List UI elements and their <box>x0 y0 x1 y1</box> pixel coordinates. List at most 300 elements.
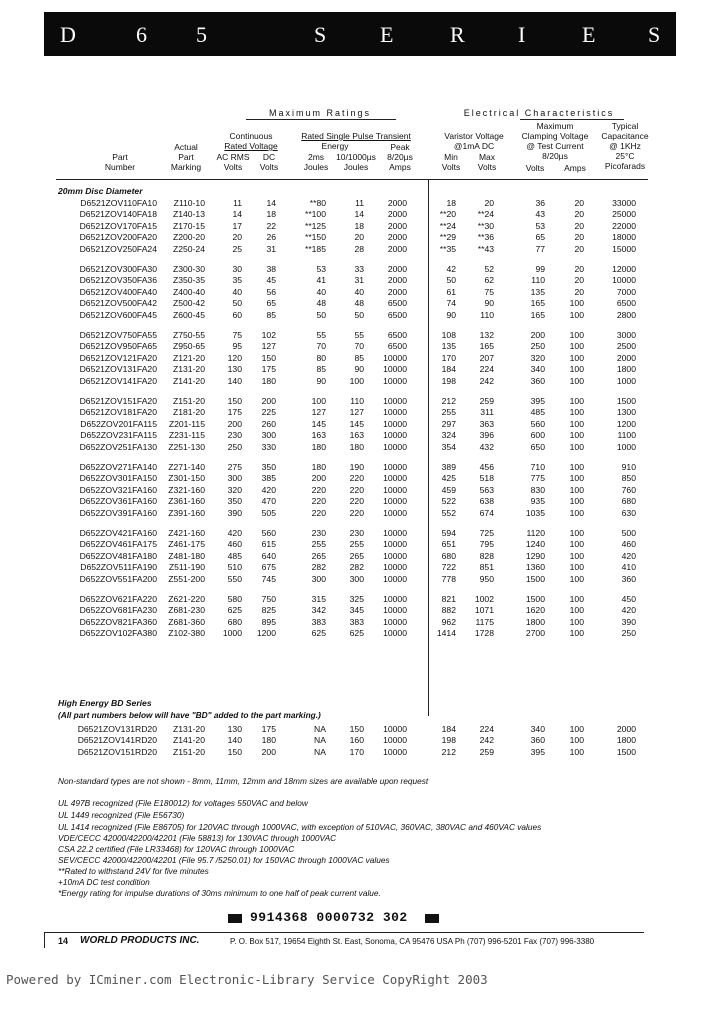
table-cell: 220 <box>349 484 364 495</box>
table-cell: D6521ZOV750FA55 <box>79 330 157 340</box>
table-cell: 282 <box>349 562 364 573</box>
table-cell: 230 <box>227 430 242 441</box>
header-clamp-amps: Amps <box>564 163 586 173</box>
table-cell: Z141-20 <box>172 735 205 746</box>
table-cell: **150 <box>304 232 326 243</box>
footnote: UL 1449 recognized (File E56730) <box>58 810 185 820</box>
table-cell: Z551-200 <box>168 573 205 584</box>
table-cell: 325 <box>349 594 364 604</box>
table-row <box>0 462 720 473</box>
banner-letter: D <box>60 22 76 47</box>
table-row <box>0 198 720 209</box>
table-cell: D652ZOV461FA175 <box>79 539 157 550</box>
table-cell: 255 <box>349 539 364 550</box>
table-cell: 140 <box>227 735 242 746</box>
table-cell: 1620 <box>525 605 545 616</box>
table-cell: 100 <box>569 352 584 363</box>
table-cell: 950 <box>479 573 494 584</box>
table-cell: 100 <box>569 309 584 320</box>
table-cell: 882 <box>441 605 456 616</box>
table-cell: 6500 <box>387 330 407 340</box>
table-cell: 20 <box>484 198 494 208</box>
footnote: +10mA DC test condition <box>58 877 150 887</box>
table-cell: D6521ZOV131FA20 <box>79 364 157 375</box>
table-cell: 1728 <box>474 628 494 639</box>
table-cell: NA <box>314 724 326 734</box>
table-cell: 22 <box>266 220 276 231</box>
table-cell: 395 <box>530 746 545 757</box>
header-continuous: Continuous <box>229 131 273 141</box>
table-cell: 2000 <box>616 724 636 734</box>
table-cell: Z151-20 <box>172 746 205 757</box>
table-cell: Z321-160 <box>168 484 205 495</box>
table-row <box>0 562 720 573</box>
table-cell: 18000 <box>612 232 636 243</box>
table-cell: 395 <box>530 396 545 406</box>
table-cell: 10000 <box>383 473 407 484</box>
table-cell: 1000 <box>616 375 636 386</box>
table-cell: Z750-55 <box>172 330 205 340</box>
table-cell: D652ZOV551FA200 <box>79 573 157 584</box>
table-cell: 315 <box>311 594 326 604</box>
electrical-characteristics-heading: Electrical Characteristics <box>463 108 615 118</box>
table-cell: 31 <box>266 243 276 254</box>
table-cell: 14 <box>354 209 364 220</box>
table-cell: 100 <box>569 418 584 429</box>
table-cell: Z131-20 <box>172 364 205 375</box>
table-cell: 282 <box>311 562 326 573</box>
table-row <box>0 232 720 243</box>
table-cell: Z251-130 <box>168 441 205 452</box>
table-cell: 31 <box>354 275 364 286</box>
table-cell: 6500 <box>387 298 407 309</box>
barcode-number: 9914368 0000732 302 <box>250 910 408 925</box>
table-cell: 100 <box>569 364 584 375</box>
table-cell: 650 <box>530 441 545 452</box>
table-cell: 630 <box>621 507 636 518</box>
table-cell: 230 <box>311 528 326 538</box>
table-cell: 20 <box>574 264 584 274</box>
table-cell: 10000 <box>383 562 407 573</box>
table-cell: Z102-380 <box>168 628 205 639</box>
table-cell: 2800 <box>616 309 636 320</box>
table-cell: 1000 <box>616 441 636 452</box>
table-row <box>0 310 720 321</box>
table-cell: 130 <box>227 364 242 375</box>
table-cell: 198 <box>441 735 456 746</box>
table-cell: Z350-35 <box>172 275 205 286</box>
table-cell: 410 <box>621 562 636 573</box>
table-cell: 320 <box>530 352 545 363</box>
table-cell: D6521ZOV110FA10 <box>80 198 157 208</box>
table-cell: **35 <box>439 243 456 254</box>
table-cell: 1500 <box>616 746 636 757</box>
table-cell: 895 <box>261 616 276 627</box>
barcode-mark-left <box>228 914 242 923</box>
series-banner <box>44 12 676 56</box>
table-cell: 563 <box>479 484 494 495</box>
table-cell: 2000 <box>616 352 636 363</box>
table-cell: 150 <box>349 724 364 734</box>
table-cell: D6521ZOV600FA45 <box>79 309 157 320</box>
table-cell: D652ZOV391FA160 <box>79 507 157 518</box>
table-cell: 52 <box>484 264 494 274</box>
table-cell: 15000 <box>612 243 636 254</box>
table-cell: 625 <box>349 628 364 639</box>
table-cell: 485 <box>227 550 242 561</box>
section-title-20mm: 20mm Disc Diameter <box>58 186 143 196</box>
table-cell: 65 <box>535 232 545 243</box>
table-cell: Z231-115 <box>168 430 205 441</box>
footnote: *Energy rating for impulse durations of 30ms minimum to one half of peak current value. <box>58 888 381 898</box>
table-cell: 170 <box>441 352 456 363</box>
table-cell: 821 <box>441 594 456 604</box>
table-cell: 560 <box>530 418 545 429</box>
banner-letter: 5 <box>196 22 207 47</box>
table-row <box>0 551 720 562</box>
table-cell: 100 <box>569 528 584 538</box>
table-cell: 100 <box>569 573 584 584</box>
table-cell: 190 <box>349 462 364 472</box>
table-cell: 638 <box>479 496 494 507</box>
banner-letter: S <box>314 22 327 47</box>
table-cell: 220 <box>311 496 326 507</box>
table-cell: 160 <box>349 735 364 746</box>
banner-letter: R <box>450 22 465 47</box>
table-cell: 90 <box>484 298 494 309</box>
table-cell: 390 <box>227 507 242 518</box>
table-cell: 198 <box>441 375 456 386</box>
header-peak: Peak 8/20µs Amps <box>387 142 413 172</box>
table-cell: 910 <box>621 462 636 472</box>
table-cell: 110 <box>531 275 545 286</box>
table-row <box>0 605 720 616</box>
table-cell: 100 <box>569 746 584 757</box>
table-cell: 50 <box>316 309 326 320</box>
table-cell: 390 <box>621 616 636 627</box>
table-cell: 680 <box>441 550 456 561</box>
table-cell: 651 <box>441 539 456 550</box>
table-cell: 1035 <box>525 507 545 518</box>
table-cell: 163 <box>349 430 364 441</box>
footnote: **Rated to withstand 24V for five minutes <box>58 866 209 876</box>
table-cell: 432 <box>479 441 494 452</box>
table-cell: D652ZOV301FA150 <box>79 473 157 484</box>
table-cell: Z600-45 <box>172 309 205 320</box>
table-cell: 145 <box>349 418 364 429</box>
footer-rule-tick <box>44 932 45 948</box>
table-cell: 10000 <box>612 275 636 286</box>
table-cell: Z151-20 <box>172 396 205 406</box>
table-cell: 33 <box>354 264 364 274</box>
table-cell: 1800 <box>525 616 545 627</box>
table-cell: 259 <box>479 396 494 406</box>
table-row <box>0 221 720 232</box>
table-cell: 259 <box>479 746 494 757</box>
table-cell: **36 <box>477 232 494 243</box>
table-cell: 11 <box>233 198 242 208</box>
table-cell: 505 <box>261 507 276 518</box>
barcode-mark-right <box>425 914 439 923</box>
table-cell: Z181-20 <box>172 407 205 418</box>
table-cell: 100 <box>569 616 584 627</box>
table-cell: 10000 <box>383 484 407 495</box>
table-cell: 108 <box>441 330 456 340</box>
table-cell: 2000 <box>387 264 407 274</box>
table-cell: D652ZOV511FA190 <box>80 562 157 573</box>
table-cell: **24 <box>477 209 494 220</box>
table-cell: 100 <box>569 375 584 386</box>
table-cell: D6521ZOV500FA42 <box>79 298 157 309</box>
table-cell: 20 <box>574 209 584 220</box>
table-cell: Z121-20 <box>172 352 205 363</box>
table-cell: 2000 <box>387 275 407 286</box>
table-cell: 100 <box>569 396 584 406</box>
table-cell: 48 <box>316 298 326 309</box>
table-cell: 2000 <box>387 286 407 297</box>
table-cell: 30 <box>232 264 242 274</box>
table-cell: Z481-180 <box>168 550 205 561</box>
table-cell: 510 <box>227 562 242 573</box>
table-cell: Z461-175 <box>168 539 205 550</box>
watermark-text: Powered by ICminer.com Electronic-Library Service CopyRight 2003 <box>6 972 488 987</box>
table-cell: 65 <box>266 298 276 309</box>
table-cell: 35 <box>232 275 242 286</box>
table-cell: D6521ZOV350FA36 <box>79 275 157 286</box>
table-cell: 340 <box>530 724 545 734</box>
table-cell: 127 <box>349 407 364 418</box>
table-cell: 53 <box>316 264 326 274</box>
header-10-1000: 10/1000µs Joules <box>336 152 376 172</box>
table-cell: 745 <box>261 573 276 584</box>
table-cell: D652ZOV481FA180 <box>79 550 157 561</box>
header-actual-marking: Actual Part Marking <box>170 142 202 172</box>
table-cell: 40 <box>316 286 326 297</box>
table-cell: 75 <box>484 286 494 297</box>
table-cell: 275 <box>227 462 242 472</box>
table-cell: 17 <box>232 220 242 231</box>
table-cell: 212 <box>441 746 456 757</box>
table-cell: 2000 <box>387 243 407 254</box>
table-cell: D6521ZOV400FA40 <box>79 286 157 297</box>
table-cell: 396 <box>479 430 494 441</box>
table-row <box>0 330 720 341</box>
table-cell: D652ZOV102FA380 <box>79 628 157 639</box>
table-cell: 320 <box>227 484 242 495</box>
table-cell: 7000 <box>616 286 636 297</box>
table-cell: 775 <box>530 473 545 484</box>
table-cell: 150 <box>227 746 242 757</box>
table-cell: 224 <box>479 364 494 375</box>
table-cell: 300 <box>227 473 242 484</box>
table-cell: 10000 <box>383 573 407 584</box>
table-cell: 383 <box>311 616 326 627</box>
table-cell: 100 <box>569 484 584 495</box>
table-cell: 354 <box>441 441 456 452</box>
table-cell: 265 <box>311 550 326 561</box>
table-cell: 100 <box>569 407 584 418</box>
table-cell: 100 <box>569 441 584 452</box>
table-cell: 518 <box>479 473 494 484</box>
table-cell: 10000 <box>383 418 407 429</box>
table-cell: 180 <box>261 375 276 386</box>
table-cell: 220 <box>311 507 326 518</box>
table-cell: 830 <box>530 484 545 495</box>
table-cell: 184 <box>441 724 456 734</box>
table-cell: 135 <box>530 286 545 297</box>
table-cell: 750 <box>261 594 276 604</box>
table-cell: 45 <box>266 275 276 286</box>
table-cell: 242 <box>479 375 494 386</box>
table-cell: 200 <box>261 746 276 757</box>
table-cell: 560 <box>261 528 276 538</box>
table-cell: 127 <box>261 341 276 352</box>
table-cell: D652ZOV621FA220 <box>79 594 157 604</box>
table-cell: 100 <box>569 550 584 561</box>
table-cell: 40 <box>354 286 364 297</box>
table-cell: 680 <box>621 496 636 507</box>
table-cell: 250 <box>530 341 545 352</box>
banner-letter: S <box>648 22 661 47</box>
footnote: UL 497B recognized (File E180012) for voltages 550VAC and below <box>58 798 308 808</box>
table-cell: 674 <box>479 507 494 518</box>
table-cell: Z391-160 <box>168 507 205 518</box>
table-cell: 95 <box>232 341 242 352</box>
table-cell: 470 <box>261 496 276 507</box>
table-cell: D652ZOV421FA160 <box>79 528 157 538</box>
table-row <box>0 341 720 352</box>
table-cell: 456 <box>479 462 494 472</box>
table-cell: 175 <box>261 364 276 375</box>
table-cell: 1290 <box>525 550 545 561</box>
table-cell: 2000 <box>387 198 407 208</box>
table-cell: 90 <box>354 364 364 375</box>
table-cell: 363 <box>479 418 494 429</box>
table-cell: 580 <box>227 594 242 604</box>
table-cell: **29 <box>439 232 456 243</box>
table-cell: Z200-20 <box>172 232 205 243</box>
table-cell: 48 <box>354 298 364 309</box>
table-cell: 100 <box>569 628 584 639</box>
table-cell: Z301-150 <box>168 473 205 484</box>
table-cell: 90 <box>316 375 326 386</box>
table-cell: 75 <box>232 330 242 340</box>
table-cell: 10000 <box>383 507 407 518</box>
table-cell: 220 <box>311 484 326 495</box>
table-cell: **30 <box>477 220 494 231</box>
table-cell: 795 <box>479 539 494 550</box>
table-cell: 2000 <box>387 220 407 231</box>
table-cell: 28 <box>354 243 364 254</box>
table-cell: 12000 <box>612 264 636 274</box>
table-cell: 99 <box>535 264 545 274</box>
company-name: WORLD PRODUCTS INC. <box>80 935 200 946</box>
table-cell: Z511-190 <box>168 562 205 573</box>
table-row <box>0 735 720 746</box>
table-cell: Z141-20 <box>172 375 205 386</box>
header-v-max: Max Volts <box>477 152 497 172</box>
table-cell: 10000 <box>383 430 407 441</box>
table-cell: 460 <box>227 539 242 550</box>
table-cell: 625 <box>311 628 326 639</box>
table-row <box>0 396 720 407</box>
table-cell: 14 <box>232 209 242 220</box>
table-cell: 255 <box>441 407 456 418</box>
table-cell: 2000 <box>387 232 407 243</box>
table-cell: 10000 <box>383 605 407 616</box>
heading-rule <box>520 119 624 120</box>
header-varistor-voltage: Varistor Voltage @1mA DC <box>444 131 504 151</box>
table-cell: Z201-115 <box>168 418 205 429</box>
table-cell: 165 <box>530 298 545 309</box>
table-cell: 10000 <box>383 441 407 452</box>
table-cell: 200 <box>227 418 242 429</box>
table-cell: 110 <box>350 396 364 406</box>
page-number: 14 <box>58 936 69 946</box>
table-cell: 85 <box>316 364 326 375</box>
table-cell: 1800 <box>616 364 636 375</box>
table-cell: D652ZOV321FA160 <box>79 484 157 495</box>
table-cell: 1500 <box>616 396 636 406</box>
table-cell: 1100 <box>617 430 636 441</box>
table-cell: D652ZOV231FA115 <box>80 430 157 441</box>
table-cell: 10000 <box>383 628 407 639</box>
table-cell: 420 <box>621 605 636 616</box>
table-cell: 10000 <box>383 496 407 507</box>
table-cell: 2500 <box>616 341 636 352</box>
table-cell: 127 <box>311 407 326 418</box>
table-cell: 10000 <box>383 407 407 418</box>
table-cell: **43 <box>477 243 494 254</box>
table-cell: 175 <box>227 407 242 418</box>
table-cell: 778 <box>441 573 456 584</box>
table-cell: 50 <box>232 298 242 309</box>
table-cell: Z950-65 <box>172 341 205 352</box>
table-row <box>0 353 720 364</box>
table-cell: 180 <box>311 462 326 472</box>
table-cell: 300 <box>261 430 276 441</box>
table-cell: 851 <box>479 562 494 573</box>
table-row <box>0 244 720 255</box>
table-cell: 18 <box>446 198 456 208</box>
table-cell: 1360 <box>525 562 545 573</box>
table-cell: 74 <box>446 298 456 309</box>
table-cell: 200 <box>311 473 326 484</box>
table-cell: 20 <box>574 198 584 208</box>
table-cell: 70 <box>354 341 364 352</box>
table-cell: 43 <box>535 209 545 220</box>
table-cell: 10000 <box>383 735 407 746</box>
table-cell: 22000 <box>612 220 636 231</box>
table-cell: Z140-13 <box>172 209 205 220</box>
table-cell: 132 <box>479 330 494 340</box>
table-cell: 522 <box>441 496 456 507</box>
table-cell: 20 <box>574 220 584 231</box>
table-cell: 20 <box>574 275 584 286</box>
table-cell: 450 <box>621 594 636 604</box>
table-cell: 360 <box>530 735 545 746</box>
table-cell: 485 <box>530 407 545 418</box>
table-cell: 102 <box>261 330 276 340</box>
section-title-high-energy: High Energy BD Series <box>58 698 152 708</box>
table-cell: D6521ZOV151FA20 <box>79 396 157 406</box>
table-cell: 80 <box>316 352 326 363</box>
table-row <box>0 574 720 585</box>
table-cell: 145 <box>311 418 326 429</box>
table-row <box>0 264 720 275</box>
table-cell: D6521ZOV141RD20 <box>77 735 157 746</box>
table-cell: 1200 <box>616 418 636 429</box>
